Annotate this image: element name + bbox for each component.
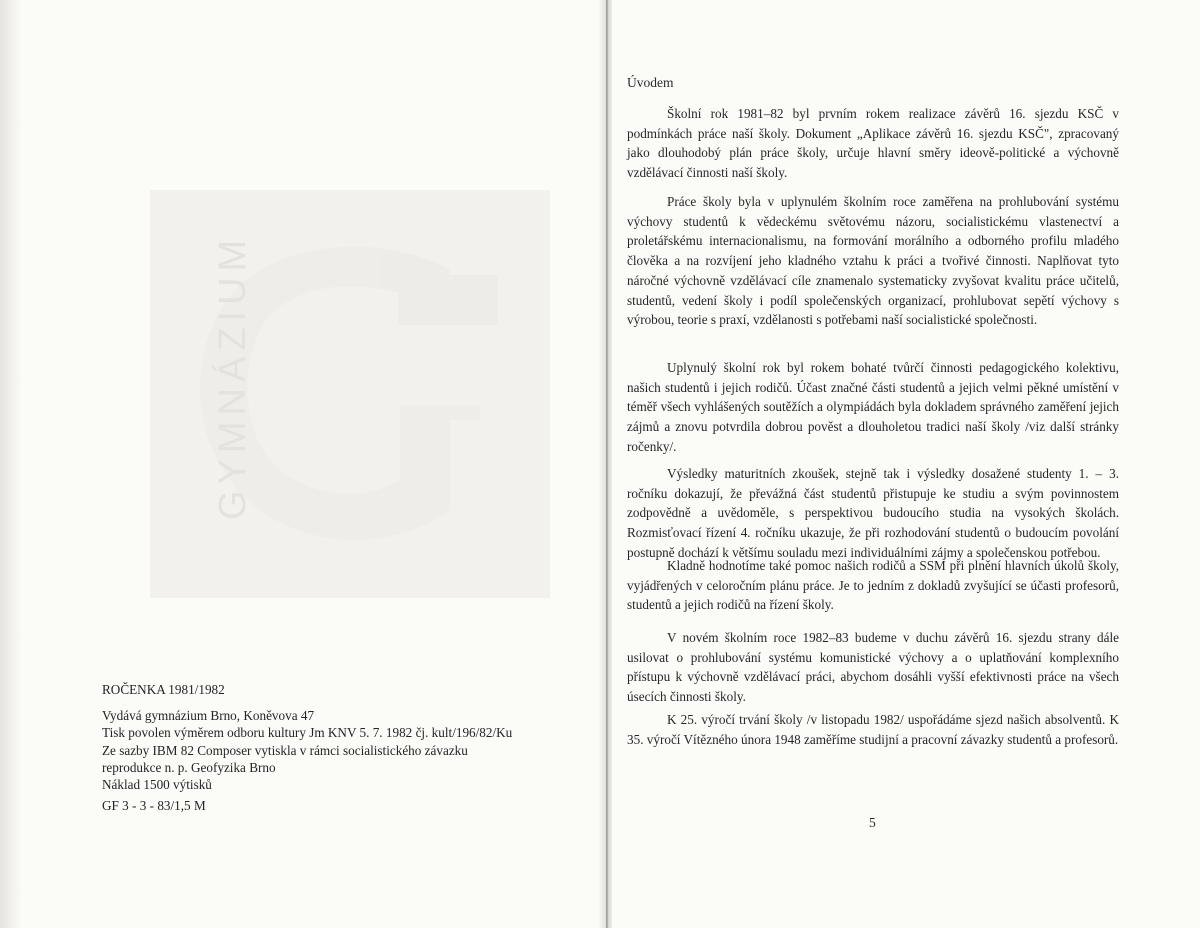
body-paragraph: Uplynulý školní rok byl rokem bohaté tvůrčí činnosti pedagogického kolektivu, našich studentů i jejich rodičů. Účast značné části studentů a jejich velmi pěkné umístění v téměř všech vyhlášených soutěžích a olympiádách byla dokladem správného zaměření jejich zájmů a znovu potvrdila dobrou pověst a dlouholetou tradici naší školy /viz další stránky ročenky/.	[627, 360, 1119, 454]
school-emblem-watermark	[150, 190, 550, 598]
body-paragraph: Školní rok 1981–82 byl prvním rokem realizace závěrů 16. sjezdu KSČ v podmínkách práce naší školy. Dokument „Aplikace závěrů 16. sjezdu KSČ", zpracovaný jako dlouhodobý plán práce školy, určuje hlavní směry ideově-politické a výchovně vzdělávací činnosti naší školy.	[627, 106, 1119, 181]
body-paragraph: K 25. výročí trvání školy /v listopadu 1982/ uspořádáme sjezd našich absolventů. K 35. výročí Vítězného února 1948 zaměříme studijní a pracovní závazky studentů a profesorů.	[627, 712, 1119, 747]
body-paragraph: V novém školním roce 1982–83 budeme v duchu závěrů 16. sjezdu strany dále usilovat o prohlubování systému komunistické výchovy a o uplatňování komplexního přístupu k výchovně vzdělávací práci, abychom dosáhli vyšší efektivnosti práce na všech úsecích činnosti školy.	[627, 630, 1119, 705]
imprint-line: Ze sazby IBM 82 Composer vytiskla v rámci socialistického závazku	[102, 742, 468, 758]
page-number: 5	[869, 815, 876, 830]
body-paragraph: Práce školy byla v uplynulém školním roce zaměřena na prohlubování systému výchovy studentů k vědeckému světovému názoru, socialistickému vlastenectví a proletářskému internacionalismu, na formování morálního a odborného profilu mladého člověka a na rozvíjení jeho kladného vztahu k práci a tvořivé činnosti. Naplňovat tyto náročné výchovně vzdělávací cíle znamenalo systematicky zvyšovat kvalitu práce učitelů, studentů, vedení školy i podíl společenských organizací, prohlubovat sepětí výchovy s výrobou, teorie s praxí, vzdělanosti s potřebami naší socialistické společnosti.	[627, 194, 1119, 328]
page-edge-shadow	[0, 0, 22, 928]
section-heading: Úvodem	[627, 75, 674, 90]
imprint-line: Náklad 1500 výtisků	[102, 777, 212, 793]
body-paragraph: Kladně hodnotíme také pomoc našich rodičů a SSM při plnění hlavních úkolů školy, vyjádřených v celoročním plánu práce. Je to jedním z dokladů zvyšující se účasti profesorů, studentů a jejich rodičů na řízení školy.	[627, 558, 1119, 613]
book-gutter	[598, 0, 612, 928]
imprint-body	[102, 707, 512, 793]
imprint-title: ROČENKA 1981/1982	[102, 682, 225, 697]
imprint-line: reprodukce n. p. Geofyzika Brno	[102, 759, 276, 775]
body-paragraph: Výsledky maturitních zkoušek, stejně tak i výsledky dosažené studenty 1. – 3. ročníku dokazují, že převážná část studentů přistupuje ke studiu a svým povinnostem zodpovědně a uvědoměle, s perspektivou budoucího studia na vysokých školách. Rozmisťovací řízení 4. ročníku ukazuje, že při rozhodování studentů o budoucím povolání postupně dochází k většímu souladu mezi individuálními zájmy a společenskou potřebou.	[627, 466, 1119, 560]
imprint-line: Tisk povolen výměrem odboru kultury Jm KNV 5. 7. 1982 čj. kult/196/82/Ku	[102, 725, 513, 741]
svg-text:GYMNÁZIUM: GYMNÁZIUM	[212, 233, 254, 520]
imprint-code: GF 3 - 3 - 83/1,5 M	[102, 798, 206, 813]
imprint-line: Vydává gymnázium Brno, Koněvova 47	[102, 708, 315, 723]
